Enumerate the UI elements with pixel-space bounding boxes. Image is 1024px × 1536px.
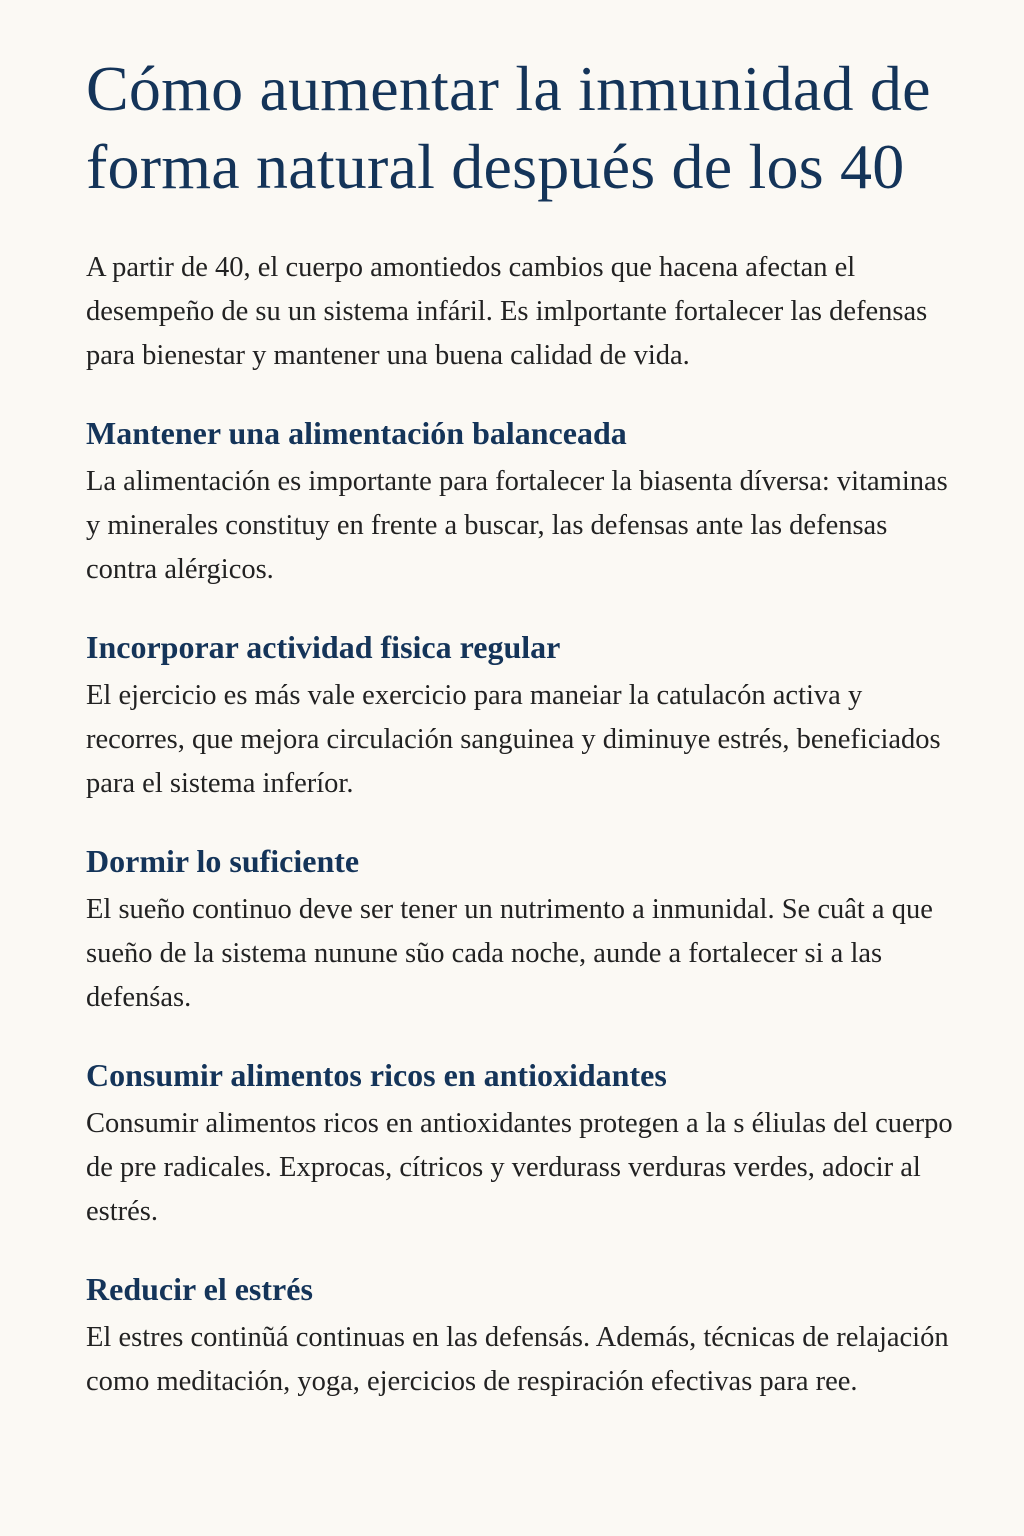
section-body: El sueño continuo deve ser tener un nutrimento a inmunidal. Se cuât a que sueño de la sistema nunune sũo cada noche, aunde a fortalecer si a las defenśas. xyxy=(86,894,933,1013)
intro-paragraph: A partir de 40, el cuerpo amontiedos cambios que hacena afectan el desempeño de su un sistema infáril. Es imlportante fortalecer las defensas para bienestar y mantener una buena calidad de vida. xyxy=(86,252,928,371)
section-estres xyxy=(86,1268,964,1404)
section-dormir xyxy=(86,840,964,1020)
section-body: La alimentación es importante para fortalecer la biasenta díversa: vitaminas y minerales constituy en frente a buscar, las defensas ante las defensas contra alérgicos. xyxy=(86,466,948,585)
section-heading: Mantener una alimentación balanceada xyxy=(86,415,627,451)
section-body: Consumir alimentos ricos en antioxidantes protegen a la s éliulas del cuerpo de pre radicales. Exprocas, cítricos y verdurass verduras verdes, adocir al estrés. xyxy=(86,1108,953,1227)
article-title: Cómo aumentar la inmunidad de forma natural después de los 40 xyxy=(86,53,931,202)
section-actividad-fisica xyxy=(86,626,964,806)
section-antioxidantes xyxy=(86,1054,964,1234)
section-heading: Reducir el estrés xyxy=(86,1271,313,1307)
section-alimentacion xyxy=(86,412,964,592)
section-heading: Incorporar actividad fisica regular xyxy=(86,629,561,665)
section-heading: Dormir lo suficiente xyxy=(86,843,360,879)
section-heading: Consumir alimentos ricos en antioxidantes xyxy=(86,1057,667,1093)
section-body: El ejercicio es más vale exercicio para maneiar la catulacón activa y recorres, que mejora circulación sanguinea y diminuye estrés, beneficiados para el sistema inferíor. xyxy=(86,680,941,799)
section-body: El estres continũá continuas en las defensás. Además, técnicas de relajación como meditación, yoga, ejercicios de respiración efectivas para ree. xyxy=(86,1322,949,1397)
